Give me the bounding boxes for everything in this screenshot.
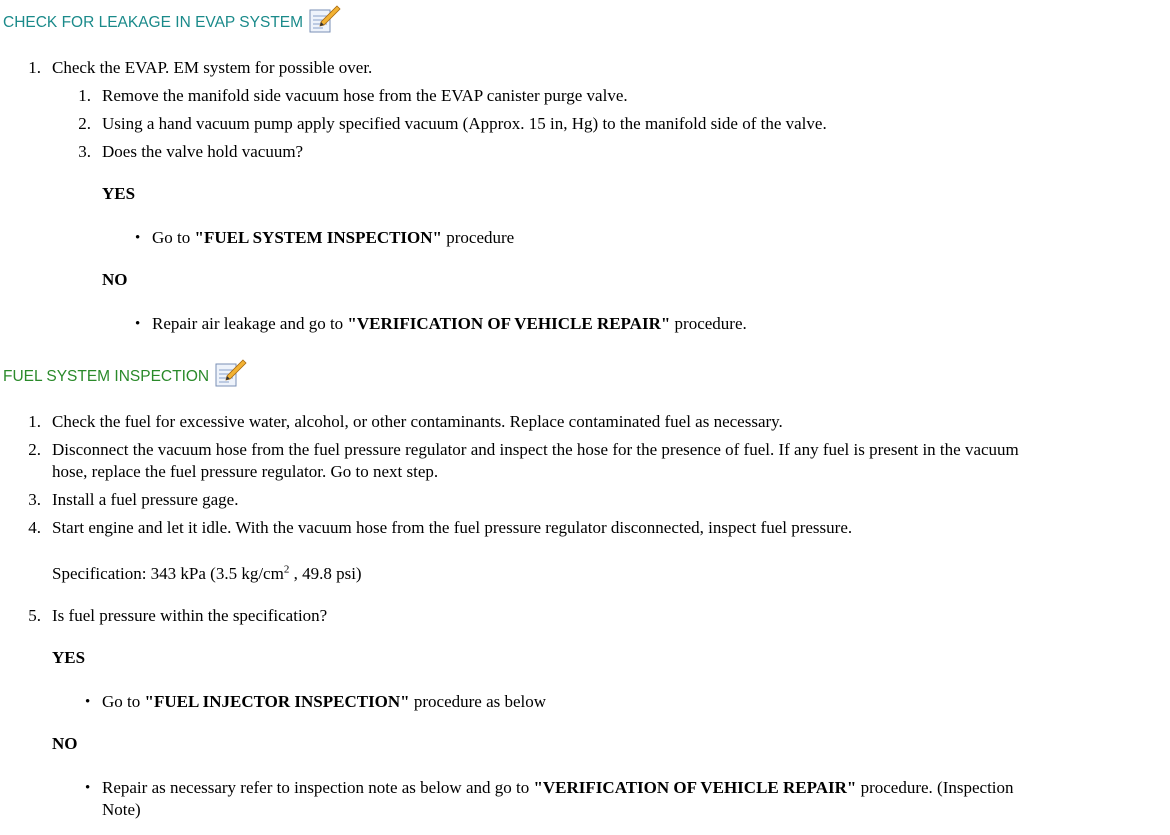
fuel-step-4-text: Start engine and let it idle. With the vacuum hose from the fuel pressure regulator disconnected, inspect fuel pressure. [52, 518, 853, 537]
fuel-step-2-text-line2: hose, replace the fuel pressure regulator. Go to next step. [52, 462, 439, 481]
fuel-step-2-number: 2. [28, 440, 41, 459]
evap-substep-1-text: Remove the manifold side vacuum hose from the EVAP canister purge valve. [102, 86, 628, 105]
evap-section-heading [3, 2, 341, 32]
fuel-yes-action: Go to "FUEL INJECTOR INSPECTION" procedure as below [102, 692, 547, 711]
evap-heading-text: CHECK FOR LEAKAGE IN EVAP SYSTEM [3, 14, 304, 31]
fuel-step-3-text: Install a fuel pressure gage. [52, 490, 239, 509]
fuel-no-label: NO [52, 734, 78, 753]
fuel-no-action: Repair as necessary refer to inspection note as below and go to "VERIFICATION OF VEHICLE REPAIR" procedure. (Inspection [102, 778, 1014, 797]
fuel-specification: Specification: 343 kPa (3.5 $kg/cm^2$ , 49.8 psi) [52, 563, 362, 583]
evap-substep-1-number: 1. [78, 86, 91, 105]
evap-no-label: NO [102, 270, 128, 289]
fuel-heading-text: FUEL SYSTEM INSPECTION [3, 368, 210, 385]
fuel-no-action-line2: Note) [102, 800, 141, 819]
evap-no-action: Repair air leakage and go to "VERIFICATION OF VEHICLE REPAIR" procedure. [152, 314, 747, 333]
bullet-icon: • [85, 694, 91, 710]
fuel-step-3-number: 3. [28, 490, 41, 509]
fuel-section-heading [3, 356, 247, 386]
evap-step-1-text: Check the EVAP. EM system for possible over. [52, 58, 373, 77]
edit-note-icon[interactable] [213, 358, 247, 388]
bullet-icon: • [85, 780, 91, 796]
fuel-step-1-number: 1. [28, 412, 41, 431]
fuel-yes-label: YES [52, 648, 86, 667]
edit-note-icon[interactable] [307, 4, 341, 34]
fuel-step-5-text: Is fuel pressure within the specification? [52, 606, 328, 625]
bullet-icon: • [135, 230, 141, 246]
evap-substep-3-number: 3. [78, 142, 91, 161]
bullet-icon: • [135, 316, 141, 332]
evap-substep-2-text: Using a hand vacuum pump apply specified vacuum (Approx. 15 in, Hg) to the manifold side of the valve. [102, 114, 827, 133]
evap-yes-action: Go to "FUEL SYSTEM INSPECTION" procedure [152, 228, 515, 247]
evap-step-1-number: 1. [28, 58, 41, 77]
fuel-step-4-number: 4. [28, 518, 41, 537]
evap-yes-label: YES [102, 184, 136, 203]
evap-substep-3-text: Does the valve hold vacuum? [102, 142, 304, 161]
fuel-step-5-number: 5. [28, 606, 41, 625]
fuel-step-2-text-line1: Disconnect the vacuum hose from the fuel pressure regulator and inspect the hose for the presence of fuel. If any fuel is present in the vacuum [52, 440, 1019, 459]
evap-substep-2-number: 2. [78, 114, 91, 133]
fuel-step-1-text: Check the fuel for excessive water, alcohol, or other contaminants. Replace contaminated fuel as necessary. [52, 412, 783, 431]
